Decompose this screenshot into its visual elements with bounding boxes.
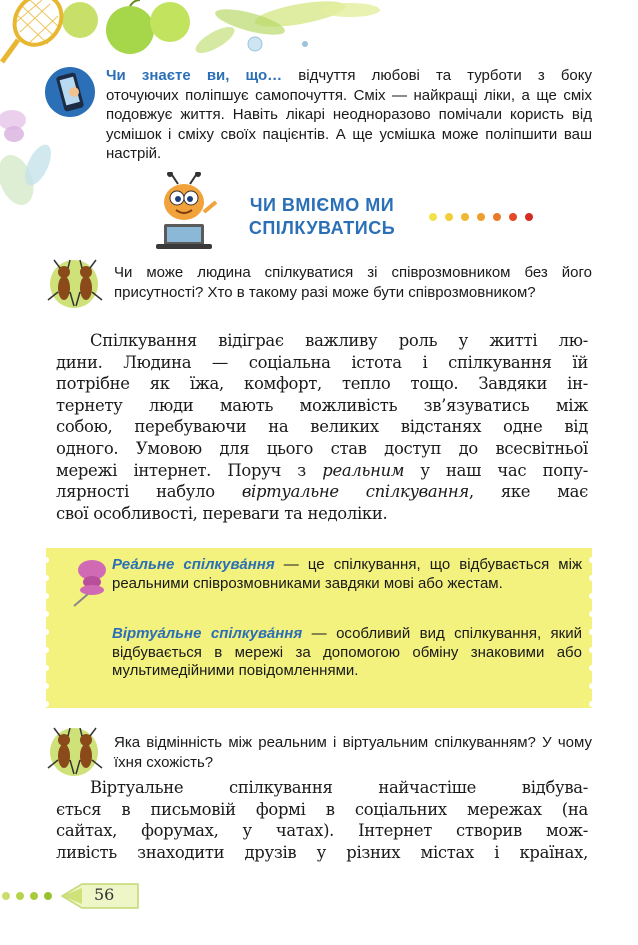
text-run: лярності набуло: [56, 482, 215, 502]
did-you-know-text: [106, 66, 592, 164]
paragraph-line: сайтах, форумах, у чатах). Інтернет створив мож-: [56, 821, 588, 841]
paragraph-line: тернету люди мають можливість зв’язуватись між: [56, 395, 588, 415]
paragraph-1: [56, 330, 588, 524]
paragraph-line: одного. Умовою для цього став доступ до всесвітньої: [56, 438, 588, 458]
did-you-know-line1: відчуття любові та турботи з боку: [298, 67, 592, 84]
paragraph-line: потрібне як їжа, комфорт, тепло тощо. Завдяки ін-: [56, 374, 588, 394]
question-2: Яка відмінність між реальним і віртуальним спілкуванням? У чому їхня схожість?: [114, 734, 592, 771]
paragraph-line: ливість знаходити друзів у різних містах і країнах,: [56, 842, 588, 862]
italic-term: віртуальне спілкування: [241, 482, 469, 502]
page-number: 56: [94, 885, 115, 904]
mascot-icon: [150, 172, 220, 250]
footer-dots: [0, 889, 60, 903]
question-1: Чи може людина спілкуватися зі співрозмовником без його присутності? Хто в такому разі може бути співрозмовником?: [114, 264, 592, 301]
did-you-know-body: оточуючих поліпшує самопочуття. Сміх — найкращі ліки, а ще сміх подовжує життя. Навіть лікарі неодноразово помічали користь від усмішок і сміху своїх пацієнтів. А ще усмішка може поліпшити ваш настрій.: [106, 86, 592, 162]
paragraph-line: [56, 460, 588, 482]
top-decoration: [0, 0, 638, 70]
paragraph-line: свої особливості, переваги та недоліки.: [56, 503, 388, 523]
italic-term: реальним: [322, 460, 405, 480]
paragraph-line: Віртуальне спілкування найчастіше відбува-: [90, 778, 588, 797]
paragraph-line: дини. Людина — соціальна істота і спілкування їй: [56, 352, 588, 372]
pushpin-icon: [68, 556, 112, 608]
definition-term: Віртуа́льне спілкува́ння: [112, 625, 303, 642]
paragraph-line: [56, 481, 588, 503]
paragraph-line: Спілкування відіграє важливу роль у житті лю-: [90, 331, 588, 350]
paragraph-line: собою, перебуваючи на великих відстанях одне від: [56, 417, 588, 437]
definition-virtual: [112, 625, 582, 681]
text-run: мережі інтернет. Поруч з: [56, 460, 306, 480]
tennis-racket-icon: [2, 0, 71, 62]
paragraph-2: [56, 777, 588, 863]
paragraph-line: ється в письмовій формі в соціальних мережах (на: [56, 799, 588, 819]
section-title-line1: ЧИ ВМІЄМО МИ: [249, 195, 395, 215]
definition-text: — це спілкування, що відбувається між реальними співрозмовниками завдяки мові або жестам.: [112, 556, 582, 592]
section-title-line2: СПІЛКУВАТИСЬ: [248, 218, 396, 238]
text-run: у наш час попу-: [420, 460, 588, 480]
definition-term: Реа́льне спілкува́ння: [112, 556, 275, 573]
text-run: , яке має: [468, 482, 588, 502]
phone-icon: [44, 66, 96, 118]
section-title: [222, 194, 422, 240]
definition-real: [112, 556, 582, 593]
leaves-icon: [192, 0, 380, 58]
definition-text: — особливий вид спілкування, який відбувається в мережі за допомогою обміну знаковими або мультимедійними повідомленнями.: [112, 625, 582, 680]
ant-icon: [44, 726, 106, 780]
did-you-know-lead: Чи знаєте ви, що…: [106, 67, 283, 84]
title-dots: [428, 212, 538, 222]
ant-icon: [44, 258, 106, 312]
apple-icon: [62, 0, 190, 54]
